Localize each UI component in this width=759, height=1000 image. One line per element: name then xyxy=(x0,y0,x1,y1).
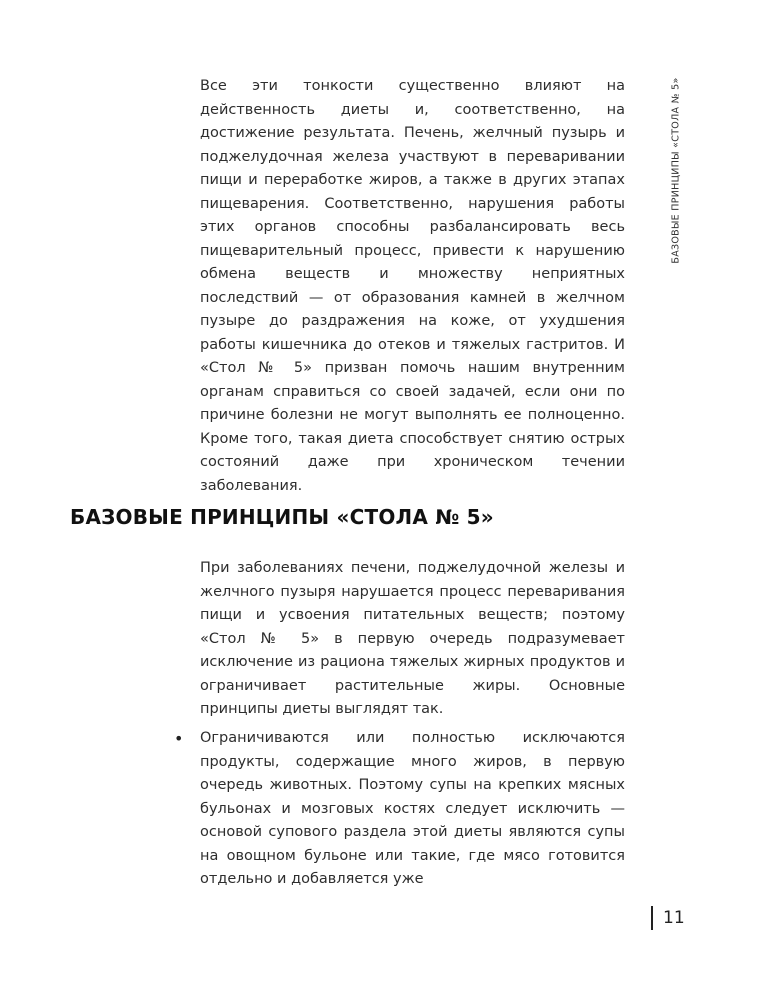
page-number-block xyxy=(651,905,685,931)
page-number-rule xyxy=(651,906,653,930)
running-head xyxy=(663,70,689,270)
principles-intro-paragraph: При заболеваниях печени, поджелудочной железы и желчного пузыря нарушается процесс переваривания пищи и усвоения питательных веществ; поэтому «Стол № 5» в первую очередь подразумевает исключение из рациона тяжелых жирных продуктов и ограничивает растительные жиры. Основные принципы диеты выглядят так. xyxy=(200,560,625,717)
page-number: 11 xyxy=(663,908,685,928)
bullet-marker: • xyxy=(174,729,184,748)
principles-list xyxy=(174,727,625,892)
list-item xyxy=(174,727,625,892)
running-head-text: БАЗОВЫЕ ПРИНЦИПЫ «СТОЛА № 5» xyxy=(670,76,682,264)
list-item-text: Ограничиваются или полностью исключаются продукты, содержащие много жиров, в первую очередь животных. Поэтому супы на крепких мясных бульонах и мозговых костях следует исключить — основой супового раздела этой диеты являются супы на овощном бульоне или такие, где мясо готовится отдельно и добавляется уже xyxy=(200,730,625,887)
intro-paragraph: Все эти тонкости существенно влияют на действенность диеты и, соответственно, на достижение результата. Печень, желчный пузырь и поджелудочная железа участвуют в переваривании пищи и переработке жиров, а также в других этапах пищеварения. Соответственно, нарушения работы этих органов способны разбалансировать весь пищеварительный процесс, привести к нарушению обмена веществ и множеству неприятных последствий — от образования камней в желчном пузыре до раздражения на коже, от ухудшения работы кишечника до отеков и тяжелых гастритов. И «Стол № 5» призван помочь нашим внутренним органам справиться со своей задачей, если они по причине болезни не могут выполнять ее полноценно. Кроме того, такая диета способствует снятию острых состояний даже при хроническом течении заболевания. xyxy=(200,78,625,494)
section-title: БАЗОВЫЕ ПРИНЦИПЫ «СТОЛА № 5» xyxy=(70,505,494,529)
